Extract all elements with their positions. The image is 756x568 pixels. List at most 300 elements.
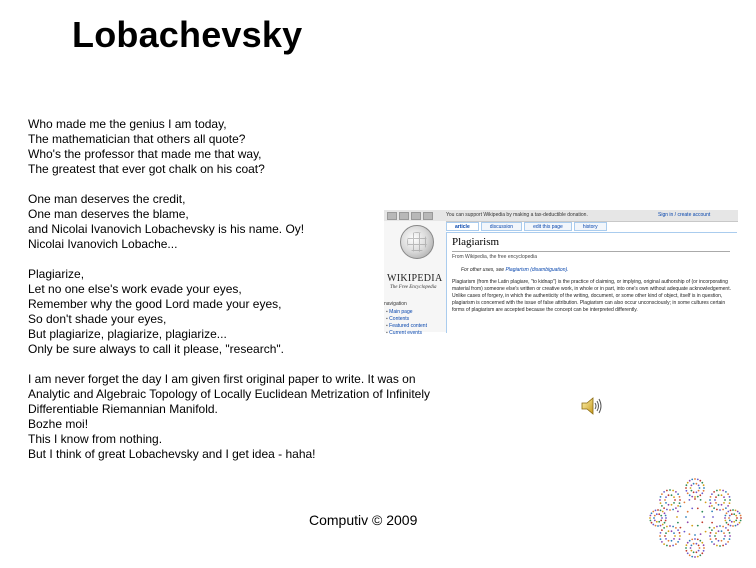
decorative-dot <box>713 507 715 509</box>
decorative-dot <box>729 515 731 517</box>
decorative-dot <box>689 494 691 496</box>
decorative-dot <box>672 490 674 492</box>
lyric-line: The mathematician that others all quote? <box>28 132 246 146</box>
decorative-dot <box>694 478 696 480</box>
decorative-dot <box>694 496 696 498</box>
decorative-dot <box>662 511 664 513</box>
decorative-dot <box>694 538 696 540</box>
decorative-dot <box>650 520 652 522</box>
decorative-dot <box>697 539 699 541</box>
decorative-dot <box>722 545 724 547</box>
decorative-dot <box>691 479 693 481</box>
lyric-line: Plagiarize, <box>28 267 85 281</box>
decorative-dot <box>723 532 725 534</box>
decorative-dot <box>698 550 700 552</box>
decorative-dot <box>725 527 727 529</box>
decorative-dot <box>691 556 693 558</box>
decorative-dot <box>713 543 715 545</box>
decorative-dot <box>700 499 702 501</box>
decorative-dot <box>693 551 695 553</box>
lyric-line: But I think of great Lobachevsky and I get idea - haha! <box>28 447 316 461</box>
decorative-dot <box>715 502 717 504</box>
decorative-dot <box>700 533 702 535</box>
decorative-dot <box>727 524 729 526</box>
decorative-dot <box>664 535 666 537</box>
decorative-dot <box>703 484 705 486</box>
decorative-dot <box>677 522 679 524</box>
decorative-dot <box>718 540 720 542</box>
decorative-dot <box>671 494 673 496</box>
decorative-dot <box>703 516 705 518</box>
decorative-dot <box>701 492 703 494</box>
decorative-dot <box>735 520 737 522</box>
decorative-dot <box>699 487 701 489</box>
decorative-dot <box>663 507 665 509</box>
decorative-dot <box>685 547 687 549</box>
decorative-dot <box>669 489 671 491</box>
decorative-dot <box>672 526 674 528</box>
decorative-dot <box>685 487 687 489</box>
decorative-dot <box>697 508 699 510</box>
decorative-dot <box>703 550 705 552</box>
decorative-dot <box>727 505 729 507</box>
decorative-dot <box>689 540 691 542</box>
article-body: Plagiarism (from the Latin plagiare, "to kidnap") is the practice of claiming, or implying, original authorship of (or incorporating material from) someone else's written or creative work, in whole or in part, into one's own without adequate acknowledgement. Unlike cases of forgery, in which the authenticity of the writing, document, or some other kind of object, itself is in question, plagiarism is concerned with the issue of false attribution. Plagiarism can also occur unconsciously; in some cultures certain forms of plagiarism are accepted because the concept can be interpreted differently. <box>452 279 731 313</box>
decorative-dot <box>727 493 729 495</box>
decorative-dot <box>735 515 737 517</box>
decorative-dot <box>693 483 695 485</box>
decorative-dot <box>675 491 677 493</box>
decorative-dot <box>731 513 733 515</box>
decorative-dot <box>735 510 737 512</box>
decorative-dot <box>679 535 681 537</box>
footer-copyright: Computiv © 2009 <box>309 512 418 528</box>
decorative-dot <box>673 532 675 534</box>
decorative-dot <box>719 489 721 491</box>
decorative-dot <box>693 543 695 545</box>
disambiguation-prefix: For other uses, see <box>461 267 506 273</box>
decorative-dot <box>714 499 716 501</box>
decorative-dot <box>656 521 658 523</box>
decorative-dot <box>652 524 654 526</box>
decorative-dot <box>687 552 689 554</box>
decorative-dot <box>684 531 686 533</box>
decorative-dot <box>657 509 659 511</box>
decorative-dot <box>657 525 659 527</box>
wikipedia-globe-icon <box>400 225 434 259</box>
decorative-dot <box>655 510 657 512</box>
tab-article: article <box>446 222 479 231</box>
decorative-dot <box>673 502 675 504</box>
decorative-dot <box>710 502 712 504</box>
decorative-dot <box>686 484 688 486</box>
decorative-dot <box>699 480 701 482</box>
decorative-dot <box>740 517 742 519</box>
decorative-dot <box>660 496 662 498</box>
decorative-dot <box>671 530 673 532</box>
lyric-line: One man deserves the credit, <box>28 192 186 206</box>
decorative-dot <box>719 525 721 527</box>
decorative-dot <box>701 482 703 484</box>
decorative-dot <box>728 517 730 519</box>
decorative-dot <box>698 490 700 492</box>
decorative-dot <box>689 499 691 501</box>
decorative-dot <box>722 526 724 528</box>
decorative-dot <box>724 517 726 519</box>
decorative-dot <box>691 550 693 552</box>
decorative-dot <box>729 496 731 498</box>
decorative-dot <box>662 524 664 526</box>
lyric-line: Only be sure always to call it please, "research". <box>28 342 284 356</box>
nav-heading: navigation <box>384 301 407 307</box>
wiki-tabs <box>446 222 607 231</box>
decorative-dot <box>684 502 686 504</box>
wiki-article <box>446 232 737 333</box>
decorative-dot <box>668 504 670 506</box>
decorative-dot <box>723 538 725 540</box>
decorative-dot <box>679 532 681 534</box>
decorative-dot <box>715 496 717 498</box>
lyric-line: Let no one else's work evade your eyes, <box>28 282 242 296</box>
decorative-dot <box>663 527 665 529</box>
decorative-dot <box>660 525 662 527</box>
decorative-dot <box>666 509 668 511</box>
decorative-dot <box>660 515 662 517</box>
decorative-dot <box>671 504 673 506</box>
decorative-dot <box>661 529 663 531</box>
lyric-line: Bozhe moi! <box>28 417 89 431</box>
decorative-dot <box>713 527 715 529</box>
decorative-dot <box>660 510 662 512</box>
decorative-dot <box>654 515 656 517</box>
lyric-line: I am never forget the day I am given first original paper to write. It was on <box>28 372 416 386</box>
decorative-dot <box>739 522 741 524</box>
nav-item: ▪ Featured content <box>386 323 427 330</box>
article-source: From Wikipedia, the free encyclopedia <box>452 254 538 260</box>
decorative-dot <box>679 502 681 504</box>
decorative-dot <box>718 530 720 532</box>
decorative-dot <box>661 493 663 495</box>
decorative-dot <box>725 543 727 545</box>
decorative-dot <box>660 502 662 504</box>
decorative-dot <box>703 490 705 492</box>
decorative-dot <box>668 494 670 496</box>
decorative-dot <box>661 541 663 543</box>
nav-list <box>386 309 427 337</box>
decorative-dot <box>665 502 667 504</box>
tab-history: history <box>574 222 607 231</box>
decorative-dot <box>721 540 723 542</box>
decorative-dot <box>729 520 731 522</box>
decorative-dot <box>675 543 677 545</box>
decorative-dot <box>677 511 679 513</box>
decorative-dot <box>699 547 701 549</box>
decorative-dot <box>661 505 663 507</box>
decorative-dot <box>650 515 652 517</box>
decorative-dot <box>727 529 729 531</box>
decorative-dot <box>739 512 741 514</box>
decorative-dot <box>733 513 735 515</box>
decorative-dot <box>726 512 728 514</box>
decorative-dot <box>694 534 696 536</box>
nav-item: ▪ Contents <box>386 316 427 323</box>
decorative-dot <box>664 522 666 524</box>
decorative-dot <box>730 510 732 512</box>
decorative-dot <box>710 532 712 534</box>
toolbar-icon <box>387 212 397 220</box>
decorative-dot <box>701 552 703 554</box>
decorative-dot <box>699 494 701 496</box>
decorative-dot <box>664 499 666 501</box>
decorative-dot <box>668 530 670 532</box>
decorative-dot <box>691 525 693 527</box>
wikipedia-screenshot <box>384 210 738 336</box>
decorative-dot <box>710 496 712 498</box>
decorative-dot <box>722 509 724 511</box>
decorative-dot <box>710 538 712 540</box>
decorative-dot <box>666 545 668 547</box>
decorative-dot <box>709 499 711 501</box>
donation-notice: You can support Wikipedia by making a tax-deductible donation. <box>446 212 588 218</box>
decorative-dot <box>729 538 731 540</box>
decorative-dot <box>711 493 713 495</box>
decorative-dot <box>697 496 699 498</box>
decorative-dot <box>721 494 723 496</box>
decorative-dot <box>686 544 688 546</box>
decorative-dot <box>687 542 689 544</box>
decorative-dot <box>718 504 720 506</box>
decorative-dot <box>680 506 682 508</box>
lyric-line: One man deserves the blame, <box>28 207 189 221</box>
decorative-dot <box>669 525 671 527</box>
lyric-line: and Nicolai Ivanovich Lobachevsky is his name. Oy! <box>28 222 305 236</box>
decorative-dot <box>663 491 665 493</box>
decorative-dot <box>725 507 727 509</box>
decorative-dot <box>729 535 731 537</box>
decorative-dot <box>696 491 698 493</box>
decorative-dot <box>690 547 692 549</box>
decorative-dot <box>711 541 713 543</box>
decorative-dot <box>691 485 693 487</box>
decorative-dot <box>711 505 713 507</box>
decorative-dot <box>679 538 681 540</box>
decorative-dot <box>689 533 691 535</box>
decorative-dot <box>699 554 701 556</box>
decorative-dot <box>691 539 693 541</box>
decorative-dot <box>696 543 698 545</box>
decorative-dot <box>668 540 670 542</box>
lyric-line: Who's the professor that made me that way, <box>28 147 262 161</box>
decorative-dot <box>730 525 732 527</box>
decorative-dot <box>701 542 703 544</box>
decorative-dot <box>703 544 705 546</box>
decorative-dot <box>736 517 738 519</box>
wiki-sidebar <box>384 221 446 336</box>
decorative-dot <box>691 508 693 510</box>
decorative-dot <box>724 535 726 537</box>
decorative-dot <box>725 520 727 522</box>
decorative-dot <box>709 506 711 508</box>
decorative-dot <box>685 516 687 518</box>
decorative-dot <box>698 485 700 487</box>
decorative-dot <box>731 521 733 523</box>
decorative-dot <box>709 527 711 529</box>
decorative-dot <box>680 527 682 529</box>
lyric-line: Differentiable Riemannian Manifold. <box>28 402 218 416</box>
decorative-dot <box>715 532 717 534</box>
decorative-dot <box>696 551 698 553</box>
decorative-dot <box>658 513 660 515</box>
lyric-line: The greatest that ever got chalk on his coat? <box>28 162 265 176</box>
lyric-line: Nicolai Ivanovich Lobache... <box>28 237 178 251</box>
decorative-dot <box>664 512 666 514</box>
decorative-dot <box>711 511 713 513</box>
decorative-dot <box>691 496 693 498</box>
article-heading: Plagiarism <box>452 236 500 248</box>
slide-title: Lobachevsky <box>72 14 303 55</box>
decorative-dot <box>666 526 668 528</box>
decorative-dot <box>677 505 679 507</box>
wiki-logo-text: WIKIPEDIA <box>387 273 443 284</box>
disambiguation-link: Plagiarism (disambiguation). <box>505 267 569 273</box>
decorative-dot <box>711 529 713 531</box>
decorative-dot <box>737 524 739 526</box>
decorative-dot <box>705 531 707 533</box>
decorative-dot <box>672 509 674 511</box>
toolbar-icon <box>411 212 421 220</box>
decorative-dot <box>669 545 671 547</box>
decorative-dot <box>654 520 656 522</box>
decorative-dot <box>659 499 661 501</box>
lyric-line: So don't shade your eyes, <box>28 312 167 326</box>
decorative-dot <box>719 545 721 547</box>
decorative-dot <box>669 509 671 511</box>
decorative-dot <box>703 547 705 549</box>
decorative-dot <box>737 511 739 513</box>
decorative-dot <box>716 490 718 492</box>
speaker-icon[interactable] <box>580 395 604 417</box>
decorative-dot <box>705 502 707 504</box>
decorative-dot <box>715 538 717 540</box>
decorative-dot <box>711 522 713 524</box>
decorative-dot <box>723 502 725 504</box>
decorative-dot <box>679 499 681 501</box>
decorative-dot <box>689 554 691 556</box>
decorative-dot <box>656 513 658 515</box>
decorative-dot <box>709 535 711 537</box>
decorative-dot <box>714 535 716 537</box>
decorative-dot <box>665 538 667 540</box>
decorative-dot <box>701 521 703 523</box>
decorative-dot <box>694 498 696 500</box>
decorative-dot <box>687 521 689 523</box>
tab-edit: edit this page <box>524 222 572 231</box>
decorative-dot <box>729 499 731 501</box>
decorative-dot <box>651 522 653 524</box>
decorative-dot <box>652 511 654 513</box>
decorative-dot <box>660 538 662 540</box>
decorative-dot <box>677 541 679 543</box>
decorative-dot <box>697 479 699 481</box>
decorative-dot <box>677 493 679 495</box>
decorative-dot <box>665 515 667 517</box>
decorative-dot <box>721 530 723 532</box>
stanza-4 <box>28 372 468 462</box>
toolbar-icon <box>399 212 409 220</box>
decorative-dot <box>732 525 734 527</box>
toolbar-icon <box>423 212 433 220</box>
decorative-dot <box>718 494 720 496</box>
decorative-dot <box>716 509 718 511</box>
decorative-dot <box>719 509 721 511</box>
decorative-dot <box>689 480 691 482</box>
decorative-dot <box>712 516 714 518</box>
decorative-dot <box>653 517 655 519</box>
nav-item: ▪ Current events <box>386 330 427 337</box>
wiki-logo-sub: The Free Encyclopedia <box>390 285 437 290</box>
decorative-dot <box>696 483 698 485</box>
lyric-line: Analytic and Algebraic Topology of Locally Euclidean Metrization of Infinitely <box>28 387 431 401</box>
decorative-dot <box>740 520 742 522</box>
tab-discussion: discussion <box>481 222 522 231</box>
decorative-dot <box>672 545 674 547</box>
lyric-line: Remember why the good Lord made your eyes, <box>28 297 282 311</box>
decorative-dot <box>665 532 667 534</box>
nav-item: ▪ Main page <box>386 309 427 316</box>
decorative-dot <box>697 556 699 558</box>
decorative-dot <box>721 504 723 506</box>
decorative-dot <box>693 491 695 493</box>
decorative-dot <box>691 545 693 547</box>
lyric-line: This I know from nothing. <box>28 432 163 446</box>
decorative-dot <box>651 512 653 514</box>
decorative-dot <box>661 517 663 519</box>
decorative-dot <box>699 540 701 542</box>
decorative-dot <box>665 517 667 519</box>
decorative-dot <box>665 496 667 498</box>
decorative-dot <box>671 540 673 542</box>
decorative-dot <box>674 499 676 501</box>
decorative-dot <box>727 511 729 513</box>
lyric-line: Who made me the genius I am today, <box>28 117 227 131</box>
decorative-dot <box>723 496 725 498</box>
decorative-dot <box>697 525 699 527</box>
lyric-line: But plagiarize, plagiarize, plagiarize... <box>28 327 227 341</box>
decorative-dot <box>740 515 742 517</box>
decorative-dot <box>673 538 675 540</box>
decorative-dot <box>694 556 696 558</box>
decorative-dot <box>658 521 660 523</box>
decorative-dot <box>713 491 715 493</box>
decorative-dot <box>733 521 735 523</box>
decorative-dot <box>676 516 678 518</box>
dot-pattern-icon <box>640 470 750 565</box>
decorative-dot <box>735 525 737 527</box>
decorative-dot <box>660 520 662 522</box>
decorative-dot <box>690 487 692 489</box>
decorative-dot <box>686 550 688 552</box>
decorative-dot <box>674 535 676 537</box>
decorative-dot <box>675 507 677 509</box>
disambiguation-note <box>461 267 569 273</box>
decorative-dot <box>655 525 657 527</box>
decorative-dot <box>726 522 728 524</box>
decorative-dot <box>729 532 731 534</box>
decorative-dot <box>691 490 693 492</box>
decorative-dot <box>673 496 675 498</box>
decorative-dot <box>666 490 668 492</box>
heading-rule <box>452 251 730 252</box>
